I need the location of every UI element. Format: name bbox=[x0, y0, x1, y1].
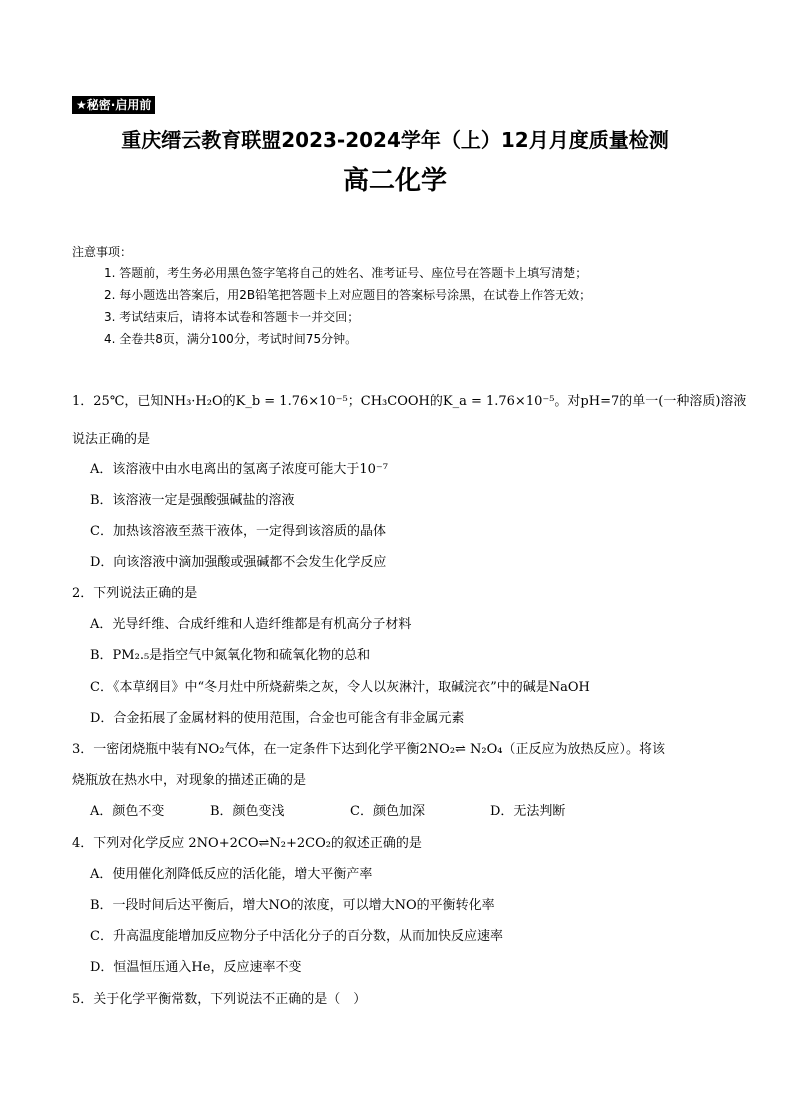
question-3-option-c: C．颜色加深 bbox=[350, 804, 425, 819]
question-2-stem: 2．下列说法正确的是 bbox=[72, 586, 198, 601]
confidential-badge: ★秘密·启用前 bbox=[72, 96, 155, 114]
note-item: 2. 每小题选出答案后，用2B铅笔把答题卡上对应题目的答案标号涂黑，在试卷上作答无效； bbox=[104, 288, 592, 302]
question-1-option-a: A．该溶液中由水电离出的氢离子浓度可能大于10⁻⁷ bbox=[90, 462, 389, 477]
question-3-stem: 3．一密闭烧瓶中装有NO₂气体，在一定条件下达到化学平衡2NO₂⇌ N₂O₄（正反应为放热反应）。将该 bbox=[72, 742, 666, 757]
question-2-option-a: A．光导纤维、合成纤维和人造纤维都是有机高分子材料 bbox=[90, 617, 412, 632]
note-item: 4. 全卷共8页，满分100分，考试时间75分钟。 bbox=[104, 332, 358, 346]
exam-title: 重庆缙云教育联盟2023-2024学年（上）12月月度质量检测 bbox=[121, 128, 669, 152]
subject-title: 高二化学 bbox=[342, 166, 447, 196]
question-4-option-a: A．使用催化剂降低反应的活化能，增大平衡产率 bbox=[90, 867, 373, 882]
question-3-stem-cont: 烧瓶放在热水中，对现象的描述正确的是 bbox=[72, 773, 307, 788]
question-3-option-b: B．颜色变浅 bbox=[210, 804, 285, 819]
question-1-option-b: B．该溶液一定是强酸强碱盐的溶液 bbox=[90, 493, 295, 508]
note-item: 3. 考试结束后，请将本试卷和答题卡一并交回； bbox=[104, 310, 360, 324]
notes-heading: 注意事项： bbox=[72, 245, 133, 259]
question-4-option-b: B．一段时间后达平衡后，增大NO的浓度，可以增大NO的平衡转化率 bbox=[90, 898, 495, 913]
question-4-option-d: D．恒温恒压通入He，反应速率不变 bbox=[90, 960, 302, 975]
question-4-option-c: C．升高温度能增加反应物分子中活化分子的百分数，从而加快反应速率 bbox=[90, 929, 503, 944]
question-5-stem: 5．关于化学平衡常数，下列说法不正确的是（ ） bbox=[72, 992, 367, 1007]
question-1-stem: 1．25℃，已知NH₃·H₂O的K_b = 1.76×10⁻⁵；CH₃COOH的K_a = 1.76×10⁻⁵。对pH=7的单一(一种溶质)溶液 bbox=[72, 394, 747, 409]
question-3-option-d: D．无法判断 bbox=[490, 804, 566, 819]
question-1-stem-cont: 说法正确的是 bbox=[72, 432, 151, 447]
question-2-option-c: C．《本草纲目》中“冬月灶中所烧薪柴之灰，令人以灰淋汁，取碱浣衣”中的碱是NaOH bbox=[90, 680, 590, 695]
question-1-option-c: C．加热该溶液至蒸干液体，一定得到该溶质的晶体 bbox=[90, 524, 386, 539]
notes-list bbox=[104, 262, 591, 350]
question-4-stem: 4．下列对化学反应 2NO+2CO⇌N₂+2CO₂的叙述正确的是 bbox=[72, 836, 422, 851]
question-3-option-a: A．颜色不变 bbox=[90, 804, 165, 819]
question-2-option-b: B．PM₂.₅是指空气中氮氧化物和硫氧化物的总和 bbox=[90, 648, 371, 663]
question-2-option-d: D．合金拓展了金属材料的使用范围，合金也可能含有非金属元素 bbox=[90, 711, 465, 726]
question-1-option-d: D．向该溶液中滴加强酸或强碱都不会发生化学反应 bbox=[90, 555, 387, 570]
note-item: 1. 答题前，考生务必用黑色签字笔将自己的姓名、准考证号、座位号在答题卡上填写清楚； bbox=[104, 266, 588, 280]
